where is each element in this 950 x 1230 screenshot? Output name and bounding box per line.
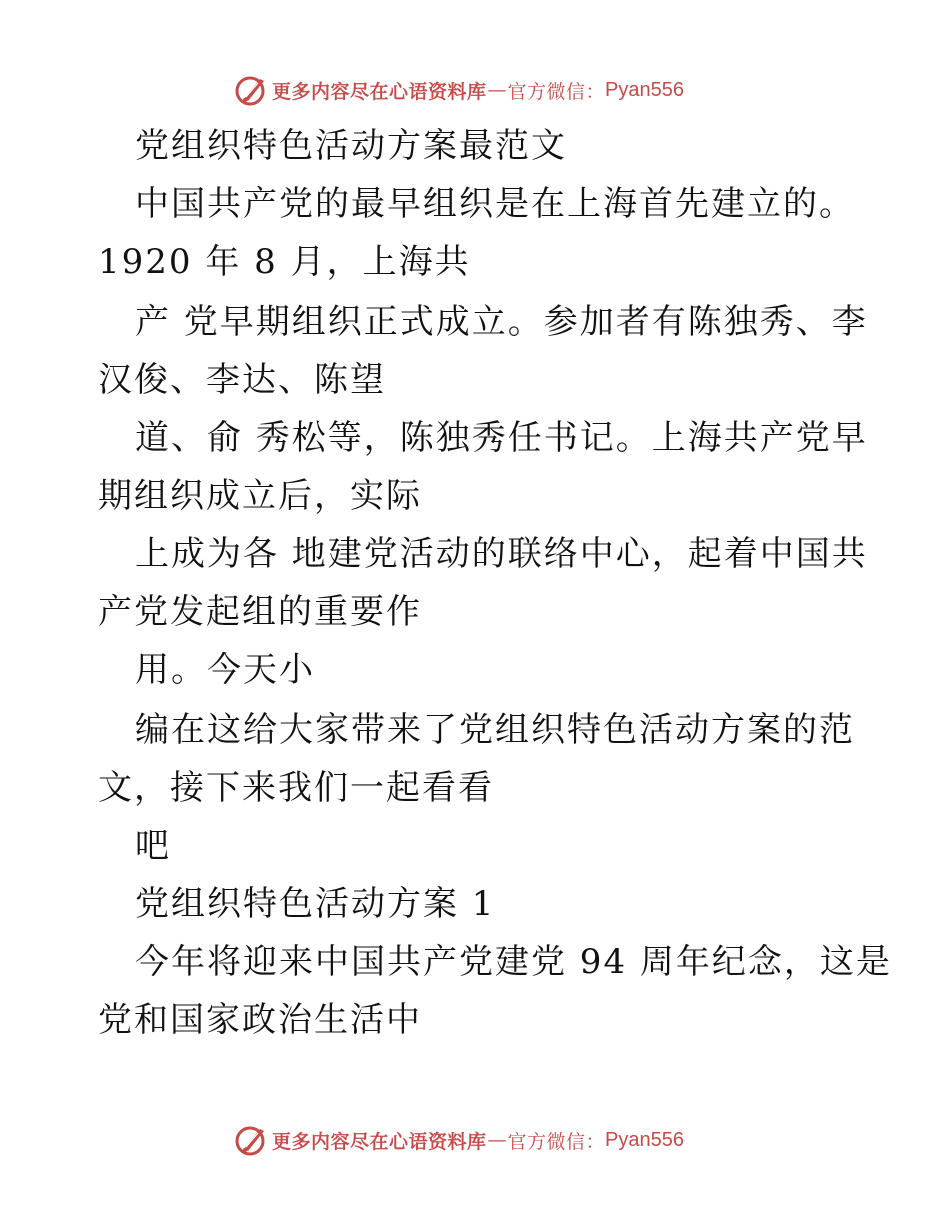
banner-separator: — <box>487 79 507 101</box>
banner-wechat-account: Pyan556 <box>605 78 684 101</box>
quill-pen-logo-icon <box>234 1123 268 1157</box>
paragraph-line: 产 党早期组织正式成立。参加者有陈独秀、李 <box>135 302 868 342</box>
document-title: 党组织特色活动方案最范文 <box>135 126 567 166</box>
paragraph-line: 用。今天小 <box>135 650 315 690</box>
quill-pen-logo-icon <box>234 73 268 107</box>
banner-site-name: 更多内容尽在心语资料库 <box>272 80 487 103</box>
paragraph-line: 道、俞 秀松等，陈独秀任书记。上海共产党早 <box>135 418 868 458</box>
banner-wechat-label: 官方微信： <box>507 1130 606 1153</box>
paragraph-line: 汉俊、李达、陈望 <box>98 360 386 400</box>
banner-wechat-account: Pyan556 <box>605 1128 684 1151</box>
footer-banner <box>234 1120 684 1160</box>
header-banner <box>234 70 684 110</box>
paragraph-line: 中国共产党的最早组织是在上海首先建立的。 <box>135 184 855 224</box>
banner-separator: — <box>487 1129 507 1151</box>
paragraph-line: 上成为各 地建党活动的联络中心，起着中国共 <box>135 534 868 574</box>
paragraph-line: 党和国家政治生活中 <box>98 1000 422 1040</box>
banner-site-name: 更多内容尽在心语资料库 <box>272 1130 487 1153</box>
paragraph-line: 今年将迎来中国共产党建党 94 周年纪念，这是 <box>135 942 892 982</box>
paragraph-line: 吧 <box>135 826 171 866</box>
paragraph-line: 编在这给大家带来了党组织特色活动方案的范 <box>135 710 855 750</box>
paragraph-line: 1920 年 8 月，上海共 <box>98 242 471 282</box>
section-heading: 党组织特色活动方案 1 <box>135 884 496 924</box>
banner-wechat-label: 官方微信： <box>507 80 606 103</box>
paragraph-line: 产党发起组的重要作 <box>98 592 422 632</box>
paragraph-line: 文，接下来我们一起看看 <box>98 768 494 808</box>
paragraph-line: 期组织成立后，实际 <box>98 476 422 516</box>
